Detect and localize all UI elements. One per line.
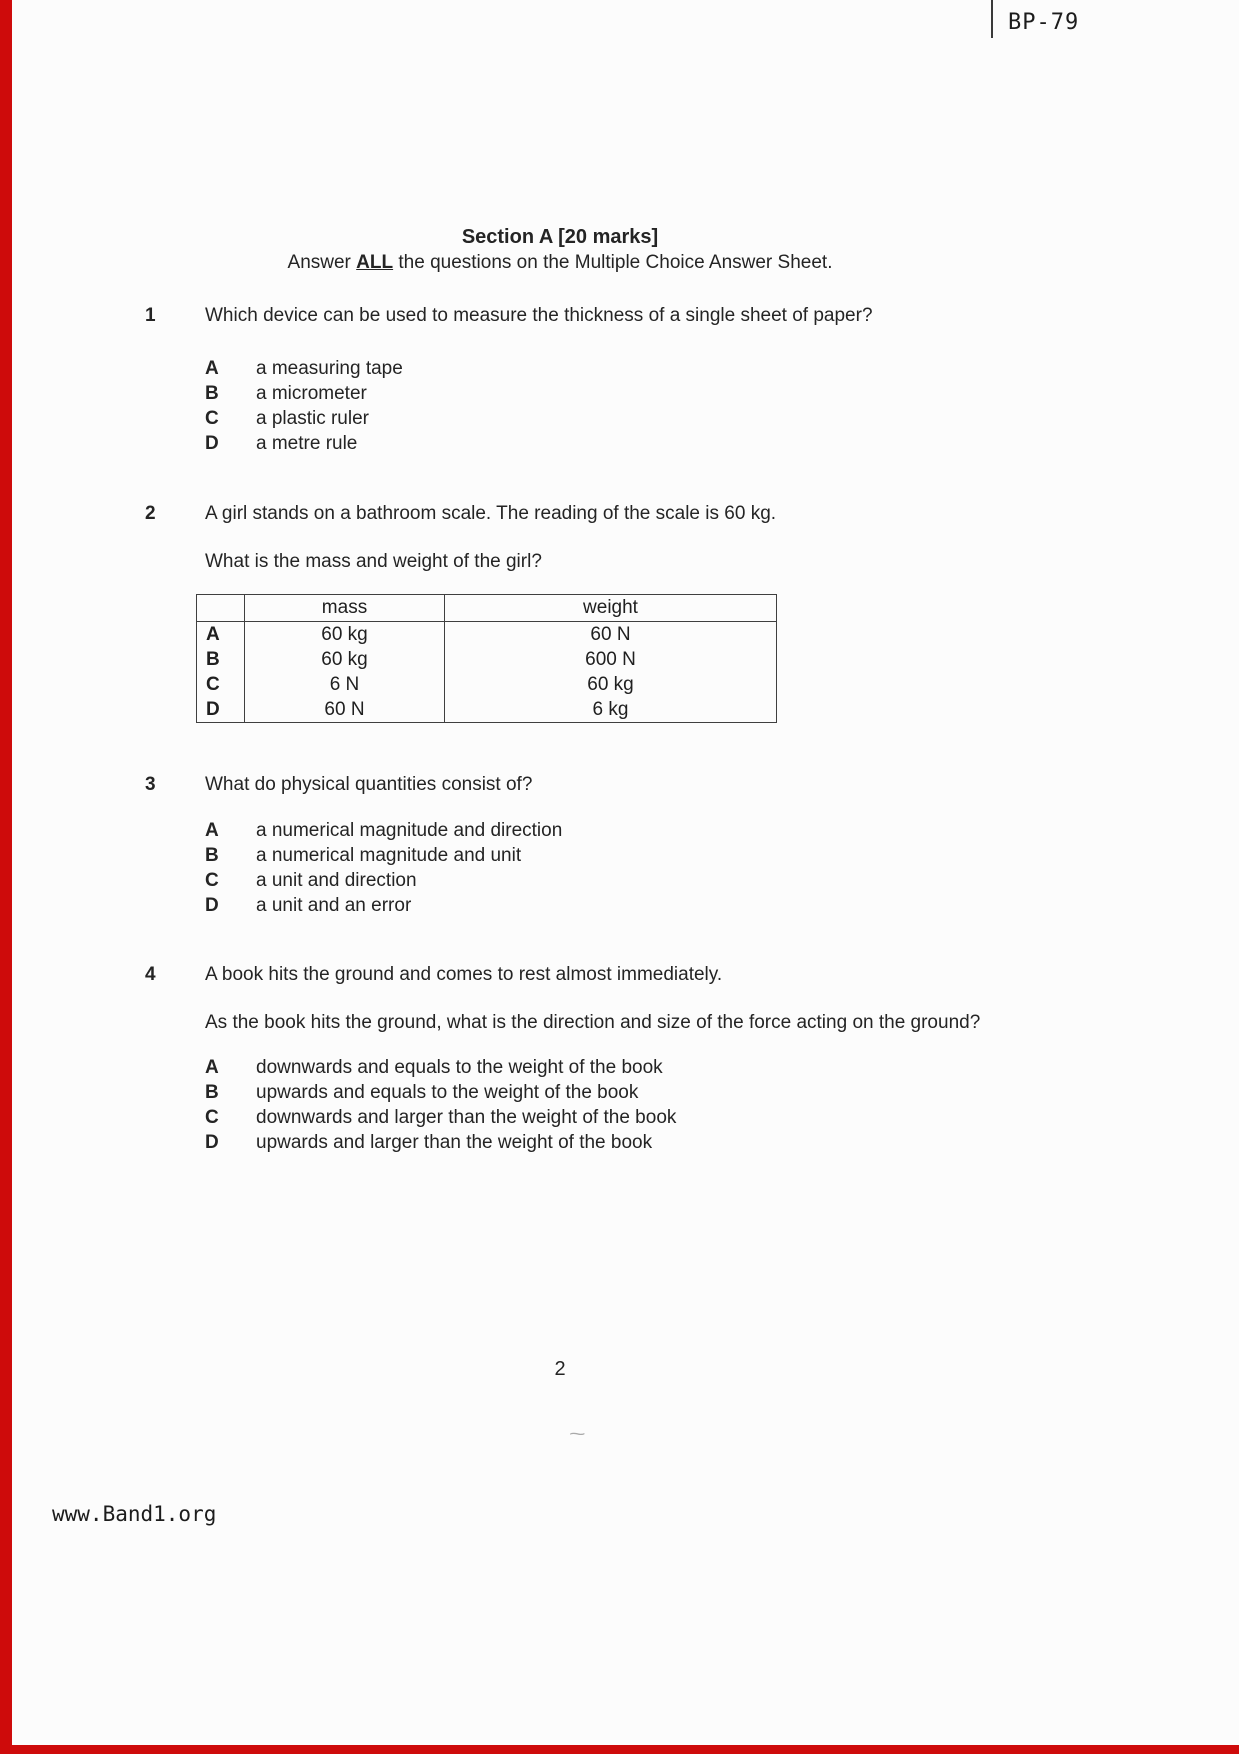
option-letter: B (205, 383, 219, 404)
option-a (205, 1055, 1120, 1080)
option-letter: A (205, 820, 219, 841)
option-letter: B (205, 845, 219, 866)
table-header-row (197, 595, 777, 622)
scan-smudge-artifact: ~ (568, 1424, 586, 1444)
option-text: a numerical magnitude and unit (256, 845, 522, 866)
option-letter: A (205, 358, 219, 379)
question-2 (0, 501, 1120, 723)
table-header-weight: weight (445, 595, 777, 622)
option-text: upwards and larger than the weight of the book (256, 1132, 653, 1153)
option-b (205, 381, 1120, 406)
option-text: downwards and larger than the weight of the book (256, 1107, 677, 1128)
question-1 (0, 303, 1120, 456)
question-number: 4 (145, 964, 156, 985)
option-a (205, 356, 1120, 381)
table-cell-mass: 60 kg (245, 647, 445, 672)
question-text: A book hits the ground and comes to rest almost immediately. (205, 964, 723, 985)
question-4-options (205, 1055, 1120, 1155)
table-header-blank (197, 595, 245, 622)
option-text: a measuring tape (256, 358, 403, 379)
option-text: a metre rule (256, 433, 358, 454)
option-c (205, 406, 1120, 431)
option-letter: B (205, 1082, 219, 1103)
footer-url: www.Band1.org (52, 1502, 217, 1526)
instruction-emphasis: ALL (356, 252, 394, 273)
table-cell-letter: A (197, 622, 245, 648)
question-subtext: What is the mass and weight of the girl? (205, 551, 542, 572)
table-cell-letter: D (197, 697, 245, 723)
option-letter: D (205, 433, 219, 454)
option-a (205, 818, 1120, 843)
option-text: a unit and an error (256, 895, 412, 916)
option-letter: D (205, 1132, 219, 1153)
section-title: Section A [20 marks] (461, 226, 659, 248)
question-1-options (205, 356, 1120, 456)
table-cell-weight: 6 kg (445, 697, 777, 723)
scan-edge-artifact-bottom (0, 1745, 1239, 1754)
option-c (205, 868, 1120, 893)
question-number: 1 (145, 305, 156, 326)
option-d (205, 1130, 1120, 1155)
table-cell-weight: 60 kg (445, 672, 777, 697)
option-letter: C (205, 1107, 219, 1128)
instruction-prefix: Answer (287, 252, 357, 273)
table-cell-weight: 600 N (445, 647, 777, 672)
option-letter: C (205, 408, 219, 429)
table-cell-weight: 60 N (445, 622, 777, 648)
option-c (205, 1105, 1120, 1130)
question-number: 3 (145, 774, 156, 795)
option-d (205, 893, 1120, 918)
table-row (197, 622, 777, 648)
doc-code-text: BP-79 (1008, 10, 1080, 35)
page-number: 2 (554, 1358, 566, 1380)
option-text: a unit and direction (256, 870, 417, 891)
option-letter: D (205, 895, 219, 916)
mass-weight-table (196, 594, 777, 723)
question-subtext: As the book hits the ground, what is the direction and size of the force acting on the ground? (205, 1012, 981, 1033)
question-text: What do physical quantities consist of? (205, 774, 533, 795)
instruction-suffix: the questions on the Multiple Choice Answer Sheet. (393, 252, 833, 273)
option-b (205, 843, 1120, 868)
table-cell-mass: 60 N (245, 697, 445, 723)
section-instruction (0, 250, 1120, 276)
question-3 (0, 772, 1120, 918)
table-cell-letter: B (197, 647, 245, 672)
option-text: a micrometer (256, 383, 367, 404)
question-4 (0, 962, 1120, 1155)
question-text: Which device can be used to measure the thickness of a single sheet of paper? (205, 305, 873, 326)
option-text: a plastic ruler (256, 408, 369, 429)
table-cell-mass: 60 kg (245, 622, 445, 648)
option-b (205, 1080, 1120, 1105)
table-cell-letter: C (197, 672, 245, 697)
table-header-mass: mass (245, 595, 445, 622)
option-letter: C (205, 870, 219, 891)
question-number: 2 (145, 503, 156, 524)
question-3-options (205, 818, 1120, 918)
table-row (197, 672, 777, 697)
table-cell-mass: 6 N (245, 672, 445, 697)
option-text: upwards and equals to the weight of the book (256, 1082, 639, 1103)
option-text: a numerical magnitude and direction (256, 820, 563, 841)
option-letter: A (205, 1057, 219, 1078)
question-text: A girl stands on a bathroom scale. The reading of the scale is 60 kg. (205, 503, 777, 524)
table-row (197, 697, 777, 723)
table-row (197, 647, 777, 672)
option-d (205, 431, 1120, 456)
option-text: downwards and equals to the weight of the book (256, 1057, 663, 1078)
